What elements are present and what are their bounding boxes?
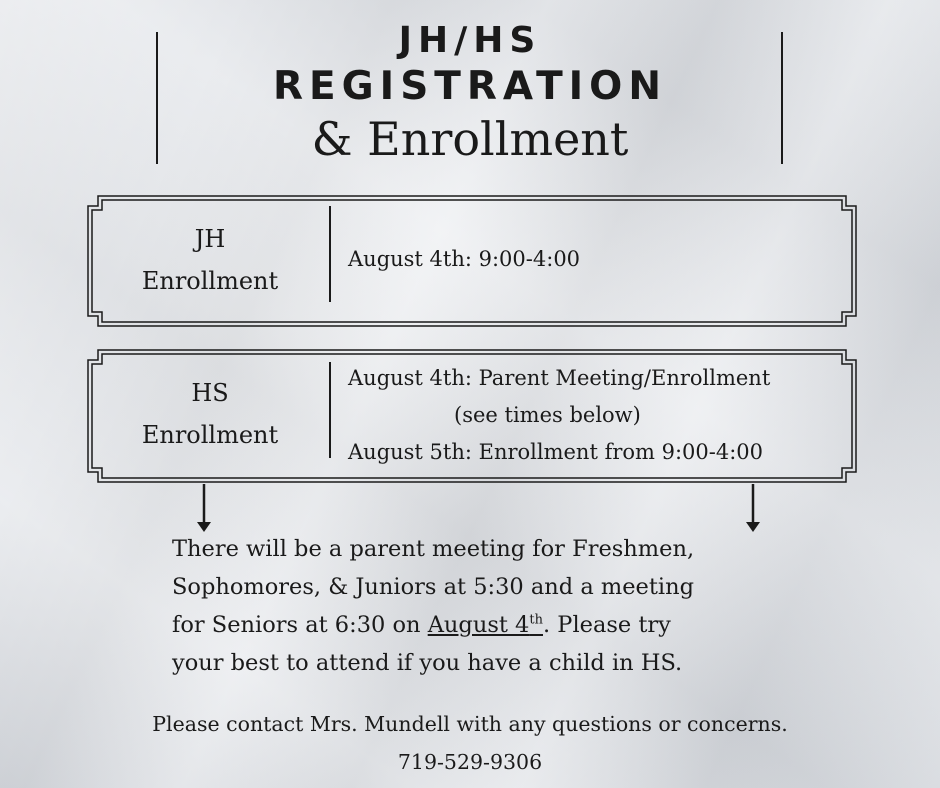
arrow-down-icon xyxy=(196,484,212,534)
jh-enrollment-box xyxy=(86,194,858,328)
hs-label-line-1: HS xyxy=(191,379,229,407)
contact-phone: 719-529-9306 xyxy=(397,750,543,774)
notice-line-2: Sophomores, & Juniors at 5:30 and a meeting xyxy=(172,574,694,600)
parent-meeting-notice xyxy=(172,530,792,682)
notice-line-1: There will be a parent meeting for Freshmen, xyxy=(172,536,695,562)
arrow-down-icon xyxy=(745,484,761,534)
notice-line-3-post: . Please try xyxy=(543,612,671,638)
notice-line-4: your best to attend if you have a child in HS. xyxy=(172,650,683,676)
hs-detail-line-1: August 4th: Parent Meeting/Enrollment xyxy=(348,366,771,390)
notice-line-3-pre: for Seniors at 6:30 on xyxy=(172,612,428,638)
hs-label xyxy=(106,372,314,456)
jh-label-line-1: JH xyxy=(194,225,226,253)
title-line-3: & Enrollment xyxy=(311,112,629,166)
meeting-date-text: August 4 xyxy=(427,612,530,638)
title-left-divider xyxy=(156,32,158,164)
hs-divider xyxy=(329,362,331,458)
jh-detail: August 4th: 9:00-4:00 xyxy=(348,247,581,271)
hs-detail xyxy=(348,360,828,471)
page-title xyxy=(170,22,770,167)
hs-detail-line-2: (see times below) xyxy=(454,403,641,427)
contact-info xyxy=(0,705,940,781)
title-line-2: REGISTRATION xyxy=(273,64,667,109)
title-right-divider xyxy=(781,32,783,164)
hs-detail-line-3: August 5th: Enrollment from 9:00-4:00 xyxy=(348,440,764,464)
contact-line: Please contact Mrs. Mundell with any questions or concerns. xyxy=(152,712,788,736)
meeting-date-suffix: th xyxy=(529,612,543,628)
title-line-1: JH/HS xyxy=(398,20,542,61)
notice-line-3 xyxy=(172,606,792,644)
meeting-date xyxy=(428,612,543,638)
hs-label-line-2: Enrollment xyxy=(141,421,279,449)
jh-divider xyxy=(329,206,331,302)
hs-enrollment-box xyxy=(86,348,858,484)
jh-label xyxy=(106,218,314,302)
jh-label-line-2: Enrollment xyxy=(141,267,279,295)
